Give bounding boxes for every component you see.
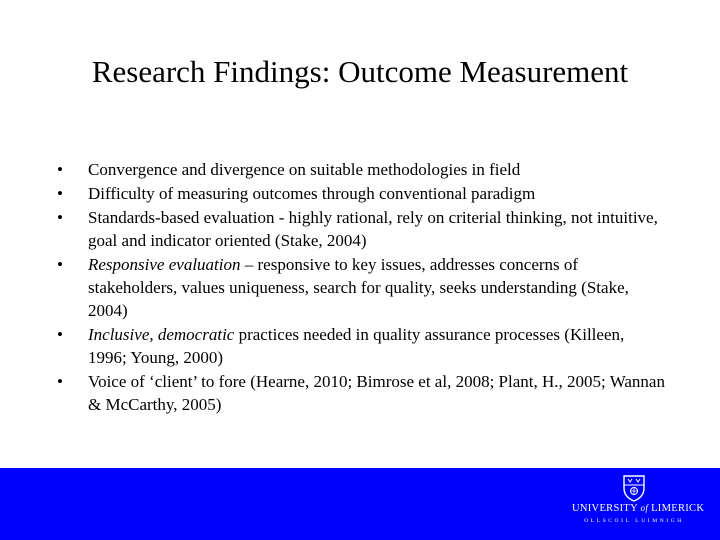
bullet-icon: • <box>57 160 63 179</box>
bullet-emphasis: Inclusive, democratic <box>88 325 235 344</box>
bullet-item <box>57 158 667 181</box>
bullet-text: Standards-based evaluation - highly rational, rely on criterial thinking, not intuitive, goal and indicator oriented (Stake, 2004) <box>88 208 658 250</box>
university-logo <box>572 474 705 534</box>
bullet-icon: • <box>57 325 63 344</box>
bullet-text: Difficulty of measuring outcomes through conventional paradigm <box>88 184 536 203</box>
bullet-list <box>57 158 667 417</box>
bullet-emphasis: Responsive evaluation <box>88 255 241 274</box>
bullet-item <box>57 253 667 322</box>
bullet-icon: • <box>57 255 63 274</box>
bullet-text: Convergence and divergence on suitable methodologies in field <box>88 160 521 179</box>
bullet-icon: • <box>57 208 63 227</box>
bullet-item <box>57 370 667 416</box>
slide-title: Research Findings: Outcome Measurement <box>91 54 629 89</box>
bullet-text: Voice of ‘client’ to fore (Hearne, 2010; Bimrose et al, 2008; Plant, H., 2005; Wannan & McCarthy, 2005) <box>88 372 665 414</box>
bullet-item <box>57 323 667 369</box>
bullet-icon: • <box>57 184 63 203</box>
bullet-icon: • <box>57 372 63 391</box>
bullet-text: practices needed in quality assurance processes (Killeen, 1996; Young, 2000) <box>88 325 625 367</box>
university-name: UNIVERSITY of LIMERICK <box>572 503 705 514</box>
bullet-item <box>57 206 667 252</box>
university-irish-name: OLLSCOIL LUIMNIGH <box>584 518 684 524</box>
footer-band <box>0 468 720 540</box>
bullet-text: – responsive to key issues, addresses concerns of stakeholders, values uniqueness, search for quality, seeks understanding (Stake, 2004) <box>88 255 629 320</box>
crest-icon <box>622 474 646 502</box>
bullet-item <box>57 182 667 205</box>
